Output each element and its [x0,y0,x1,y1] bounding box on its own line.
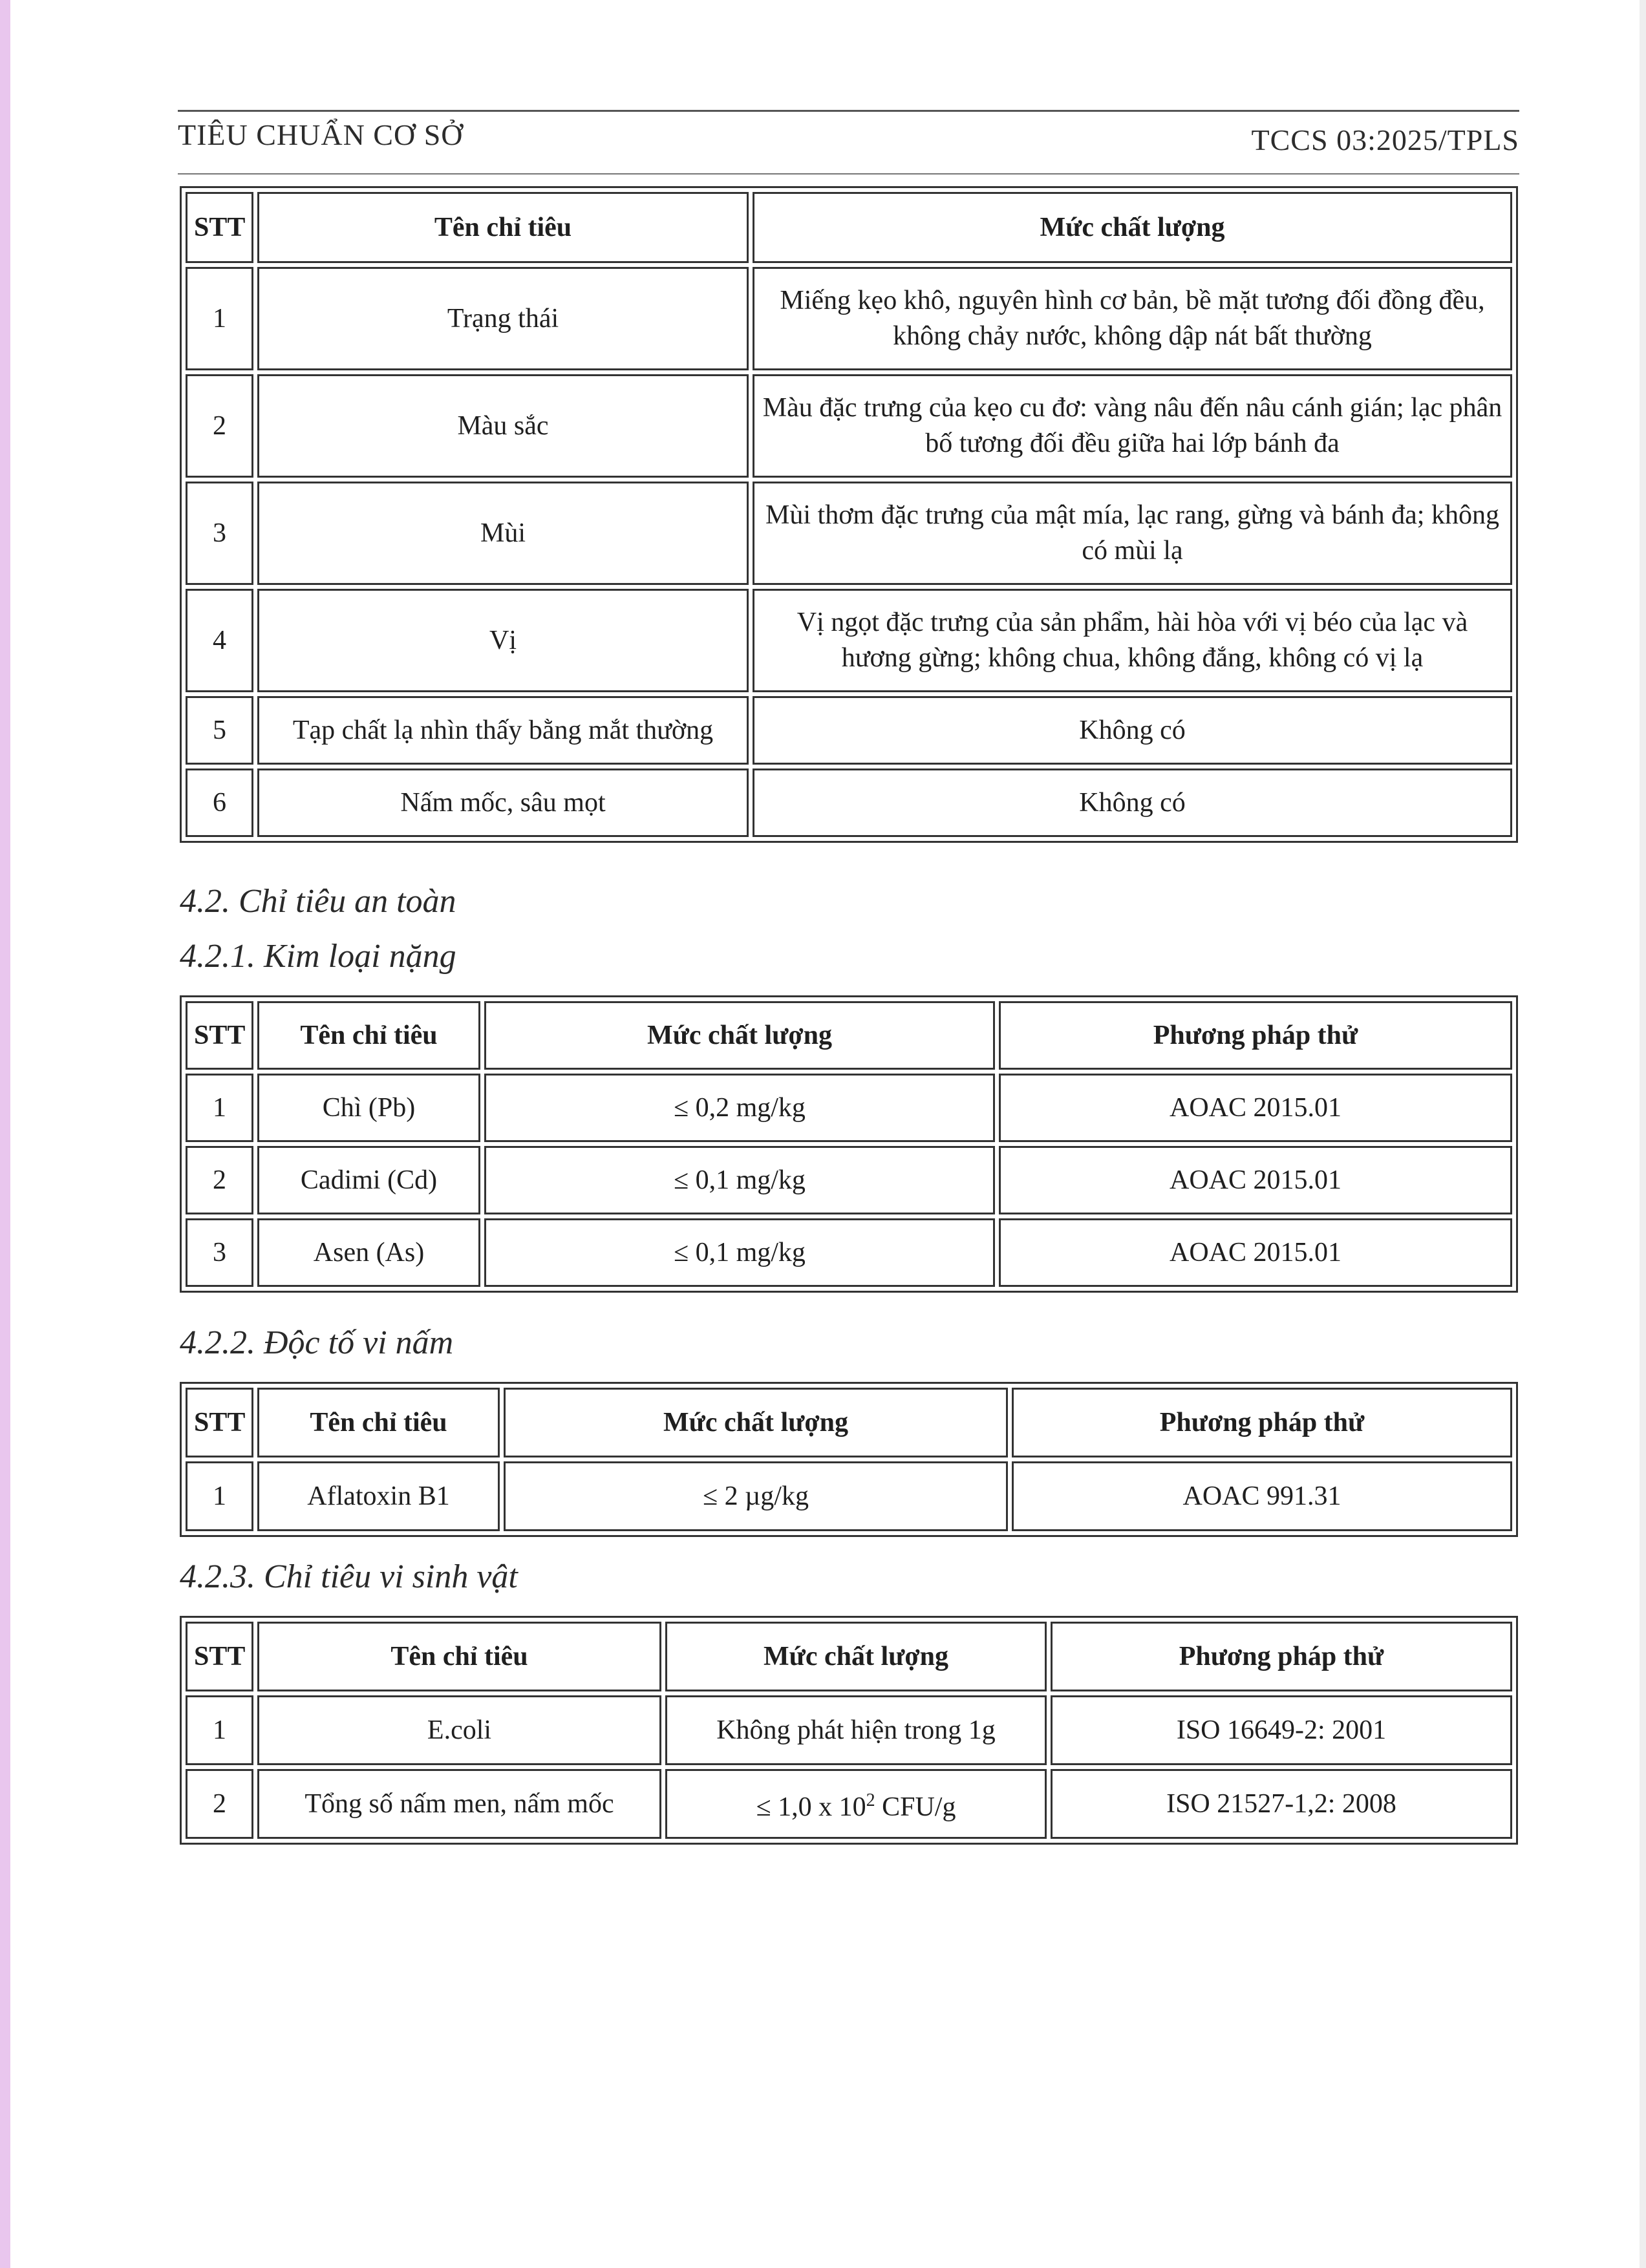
cell-stt: 1 [186,1695,253,1765]
header-bottom-rule [178,173,1519,175]
column-header: STT [186,1622,253,1691]
cell-name: Tổng số nấm men, nấm mốc [257,1769,661,1839]
sensory-table [180,186,1518,843]
subsection-heading: 4.2.1. Kim loại nặng [180,938,456,975]
cell-level: Không có [753,768,1512,837]
header-standard-code: TCCS 03:2025/TPLS [1251,123,1519,156]
cell-name: Asen (As) [257,1218,480,1287]
mycotoxin-table [180,1382,1518,1537]
right-scan-edge [1640,0,1646,2268]
cell-stt: 3 [186,482,253,585]
table-row [186,696,1512,765]
left-scan-edge [0,0,10,2268]
column-header: Mức chất lượng [753,192,1512,263]
table-row [186,1695,1512,1765]
header-top-rule [178,110,1519,112]
table-row [186,267,1512,370]
cell-stt: 3 [186,1218,253,1287]
cell-level: Màu đặc trưng của kẹo cu đơ: vàng nâu đến nâu cánh gián; lạc phân bố tương đối đều giữa hai lớp bánh đa [753,374,1512,478]
cell-stt: 1 [186,1461,253,1531]
column-header: Phương pháp thử [1012,1388,1512,1457]
table-row [186,1218,1512,1287]
column-header: Tên chỉ tiêu [257,192,749,263]
cell-name: Màu sắc [257,374,749,478]
cell-method: ISO 16649-2: 2001 [1051,1695,1512,1765]
cell-stt: 2 [186,1146,253,1214]
cell-level: Miếng kẹo khô, nguyên hình cơ bản, bề mặt tương đối đồng đều, không chảy nước, không dập nát bất thường [753,267,1512,370]
cell-name: Cadimi (Cd) [257,1146,480,1214]
cell-level: Vị ngọt đặc trưng của sản phẩm, hài hòa với vị béo của lạc và hương gừng; không chua, không đắng, không có vị lạ [753,589,1512,692]
cell-stt: 1 [186,1074,253,1142]
column-header: Phương pháp thử [999,1001,1512,1070]
table-row [186,768,1512,837]
section-heading: 4.2. Chỉ tiêu an toàn [180,883,456,920]
cell-level: ≤ 0,2 mg/kg [484,1074,995,1142]
table-row [186,1146,1512,1214]
cell-method: AOAC 2015.01 [999,1218,1512,1287]
table-row [186,1461,1512,1531]
cell-stt: 6 [186,768,253,837]
column-header: Tên chỉ tiêu [257,1388,500,1457]
cell-name: Trạng thái [257,267,749,370]
cell-method: ISO 21527-1,2: 2008 [1051,1769,1512,1839]
column-header: Mức chất lượng [484,1001,995,1070]
subsection-heading: 4.2.2. Độc tố vi nấm [180,1324,454,1361]
cell-name: Vị [257,589,749,692]
level-base: ≤ 1,0 x 10 [756,1792,866,1822]
table-row [186,374,1512,478]
cell-stt: 5 [186,696,253,765]
column-header: Tên chỉ tiêu [257,1001,480,1070]
cell-level: ≤ 0,1 mg/kg [484,1146,995,1214]
table-row [186,589,1512,692]
microbiology-table [180,1616,1518,1845]
column-header: Mức chất lượng [665,1622,1047,1691]
cell-name: Nấm mốc, sâu mọt [257,768,749,837]
level-unit: CFU/g [875,1792,956,1822]
cell-level: ≤ 0,1 mg/kg [484,1218,995,1287]
level-exponent: 2 [866,1790,875,1810]
cell-stt: 1 [186,267,253,370]
cell-level [665,1769,1047,1839]
table-row [186,1769,1512,1839]
cell-name: Aflatoxin B1 [257,1461,500,1531]
cell-name: Tạp chất lạ nhìn thấy bằng mắt thường [257,696,749,765]
column-header: Tên chỉ tiêu [257,1622,661,1691]
table-header-row [186,1622,1512,1691]
cell-name: E.coli [257,1695,661,1765]
header-left-title: TIÊU CHUẨN CƠ SỞ [178,118,464,151]
heavy-metals-table [180,995,1518,1293]
cell-level: Không có [753,696,1512,765]
table-header-row [186,1001,1512,1070]
table-header-row [186,1388,1512,1457]
cell-method: AOAC 2015.01 [999,1074,1512,1142]
cell-method: AOAC 2015.01 [999,1146,1512,1214]
column-header: STT [186,1388,253,1457]
cell-method: AOAC 991.31 [1012,1461,1512,1531]
cell-level: Không phát hiện trong 1g [665,1695,1047,1765]
cell-name: Mùi [257,482,749,585]
column-header: STT [186,1001,253,1070]
column-header: Mức chất lượng [504,1388,1008,1457]
table-row [186,1074,1512,1142]
table-row [186,482,1512,585]
cell-stt: 2 [186,1769,253,1839]
cell-stt: 2 [186,374,253,478]
column-header: STT [186,192,253,263]
subsection-heading: 4.2.3. Chỉ tiêu vi sinh vật [180,1558,518,1595]
cell-level: Mùi thơm đặc trưng của mật mía, lạc rang, gừng và bánh đa; không có mùi lạ [753,482,1512,585]
table-header-row [186,192,1512,263]
cell-level: ≤ 2 µg/kg [504,1461,1008,1531]
column-header: Phương pháp thử [1051,1622,1512,1691]
cell-stt: 4 [186,589,253,692]
cell-name: Chì (Pb) [257,1074,480,1142]
